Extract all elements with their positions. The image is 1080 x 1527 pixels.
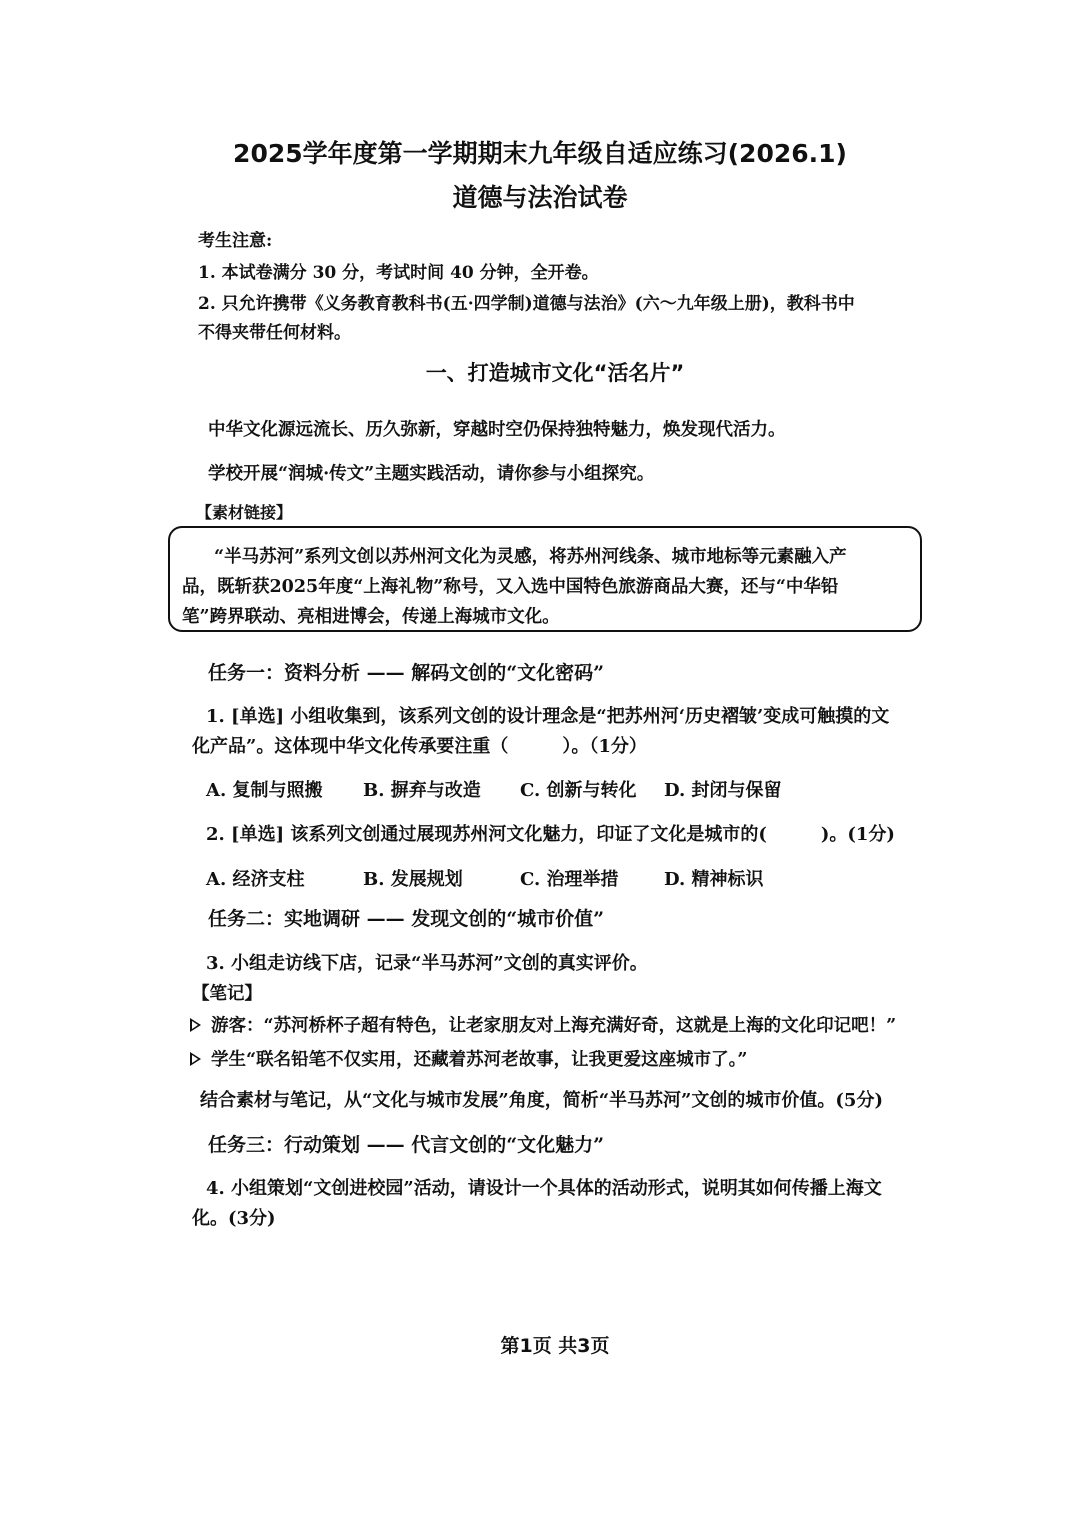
intro-text-1: 中华文化源远流长、历久弥新，穿越时空仍保持独特魅力，焕发现代活力。 — [208, 420, 786, 440]
question-1-line-1: 1. [单选] 小组收集到，该系列文创的设计理念是“把苏州河‘历史褶皱’变成可触摸的文 — [206, 706, 890, 727]
notice-item-2-line-1: 2. 只允许携带《义务教育教科书(五·四学制)道德与法治》(六～九年级上册)，教科书中 — [198, 294, 855, 314]
q2-option-c: C. 治理举措 — [520, 869, 619, 890]
note-visitor — [190, 1012, 896, 1037]
note-visitor-text: 游客：“苏河桥杯子超有特色，让老家朋友对上海充满好奇，这就是上海的文化印记吧！” — [211, 1016, 897, 1036]
triangle-bullet-icon — [190, 1052, 201, 1066]
question-4-line-2: 化。(3分) — [192, 1208, 276, 1229]
notes-label: 【笔记】 — [192, 984, 262, 1004]
question-3: 3. 小组走访线下店，记录“半马苏河”文创的真实评价。 — [206, 953, 648, 974]
notice-item-1: 1. 本试卷满分 30 分，考试时间 40 分钟，全开卷。 — [198, 263, 599, 283]
section-heading: 一、打造城市文化“活名片” — [425, 361, 685, 385]
notice-item-2-line-2: 不得夹带任何材料。 — [198, 323, 351, 343]
intro-text-2: 学校开展“润城·传文”主题实践活动，请你参与小组探究。 — [208, 464, 655, 484]
triangle-bullet-icon — [190, 1018, 201, 1032]
exam-title: 2025学年度第一学期期末九年级自适应练习(2026.1) — [233, 139, 847, 168]
q2-option-b: B. 发展规划 — [363, 869, 463, 890]
q2-option-d: D. 精神标识 — [664, 869, 764, 890]
notice-heading: 考生注意: — [198, 231, 273, 251]
material-text-line-1: “半马苏河”系列文创以苏州河文化为灵感，将苏州河线条、城市地标等元素融入产 — [214, 547, 847, 567]
q1-option-a: A. 复制与照搬 — [206, 780, 323, 801]
task3-heading: 任务三：行动策划 —— 代言文创的“文化魅力” — [208, 1134, 605, 1156]
q1-option-c: C. 创新与转化 — [520, 780, 637, 801]
q1-option-d: D. 封闭与保留 — [664, 780, 782, 801]
material-text-line-3: 笔”跨界联动、亮相进博会，传递上海城市文化。 — [182, 607, 560, 627]
task1-heading: 任务一：资料分析 —— 解码文创的“文化密码” — [208, 662, 605, 684]
note-student-text: 学生“联名铅笔不仅实用，还藏着苏河老故事，让我更爱这座城市了。” — [211, 1050, 748, 1070]
question-3-prompt: 结合素材与笔记，从“文化与城市发展”角度，简析“半马苏河”文创的城市价值。(5分) — [200, 1090, 883, 1111]
note-student — [190, 1046, 747, 1071]
q2-option-a: A. 经济支柱 — [206, 869, 305, 890]
question-2: 2. [单选] 该系列文创通过展现苏州河文化魅力，印证了文化是城市的( )。(1分) — [206, 824, 895, 845]
question-1-line-2: 化产品”。这体现中华文化传承要注重（ ）。（1分） — [192, 736, 647, 757]
task2-heading: 任务二：实地调研 —— 发现文创的“城市价值” — [208, 908, 605, 930]
exam-subject: 道德与法治试卷 — [452, 183, 628, 212]
q1-option-b: B. 摒弃与改造 — [363, 780, 481, 801]
question-4-line-1: 4. 小组策划“文创进校园”活动，请设计一个具体的活动形式，说明其如何传播上海文 — [206, 1178, 882, 1199]
material-label: 【素材链接】 — [196, 503, 293, 522]
material-text-line-2: 品，既斩获2025年度“上海礼物”称号，又入选中国特色旅游商品大赛，还与“中华铅 — [182, 577, 839, 597]
page-number: 第1页 共3页 — [500, 1335, 610, 1357]
